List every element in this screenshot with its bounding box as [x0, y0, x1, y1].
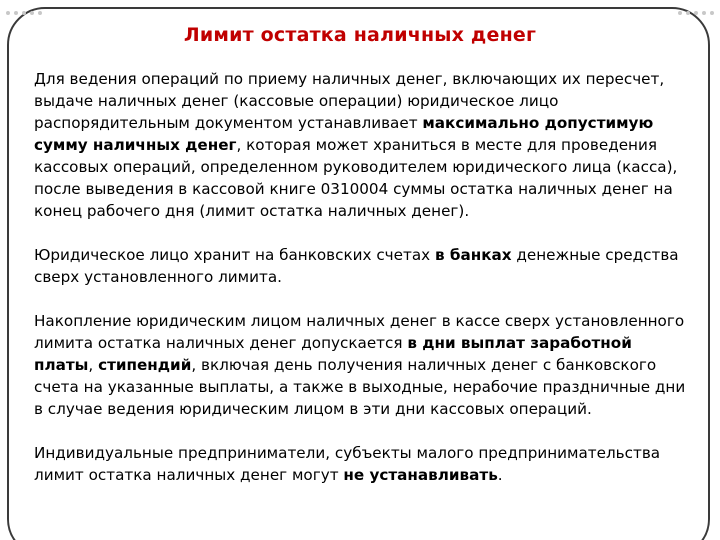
dot [678, 11, 682, 15]
text: денежные средства сверх установленного лимита. [34, 246, 679, 286]
text: Для ведения операций по приему наличных денег, включающих их пересчет, выдаче наличных денег (кассовые операции) юридическое лицо распорядительным документом устанавливает [34, 70, 665, 132]
dot [30, 11, 34, 15]
paragraph-cash-limit [34, 68, 696, 222]
bold-text: в банках [434, 246, 512, 264]
slide-title: Лимит остатка наличных денег [183, 24, 537, 46]
text: . [497, 466, 503, 484]
bold-text: в дни выплат заработной платы [34, 334, 632, 374]
dot [14, 11, 18, 15]
paragraph-entrepreneurs [34, 442, 696, 486]
text: , которая может храниться в месте для проведения кассовых операций, определенном руководителем юридического лица (касса), после выведения в кассовой книге 0310004 суммы остатка наличных денег на конец рабочего дня (лимит остатка наличных денег). [34, 136, 678, 220]
decorative-dots-left [6, 4, 42, 22]
text: Накопление юридическим лицом наличных денег в кассе сверх установленного лимита остатка наличных денег допускается [34, 312, 685, 352]
dot [38, 11, 42, 15]
paragraph-bank-accounts [34, 244, 696, 288]
dot [710, 11, 714, 15]
text: Юридическое лицо хранит на банковских счетах [34, 246, 435, 264]
dot [702, 11, 706, 15]
bold-text: стипендий [98, 356, 192, 374]
text: Индивидуальные предприниматели, субъекты малого предпринимательства лимит остатка наличных денег могут [34, 444, 661, 484]
slide-body [34, 68, 696, 508]
dot [686, 11, 690, 15]
decorative-dots-right [678, 4, 714, 22]
dot [694, 11, 698, 15]
bold-text: максимально допустимую сумму наличных денег [34, 114, 654, 154]
bold-text: не устанавливать [343, 466, 498, 484]
dot [22, 11, 26, 15]
text: , включая день получения наличных денег с банковского счета на указанные выплаты, а также в выходные, нерабочие праздничные дни в случае ведения юридическим лицом в эти дни кассовых операций. [34, 356, 686, 418]
text: , [88, 356, 99, 374]
dot [6, 11, 10, 15]
paragraph-accumulation [34, 310, 696, 420]
